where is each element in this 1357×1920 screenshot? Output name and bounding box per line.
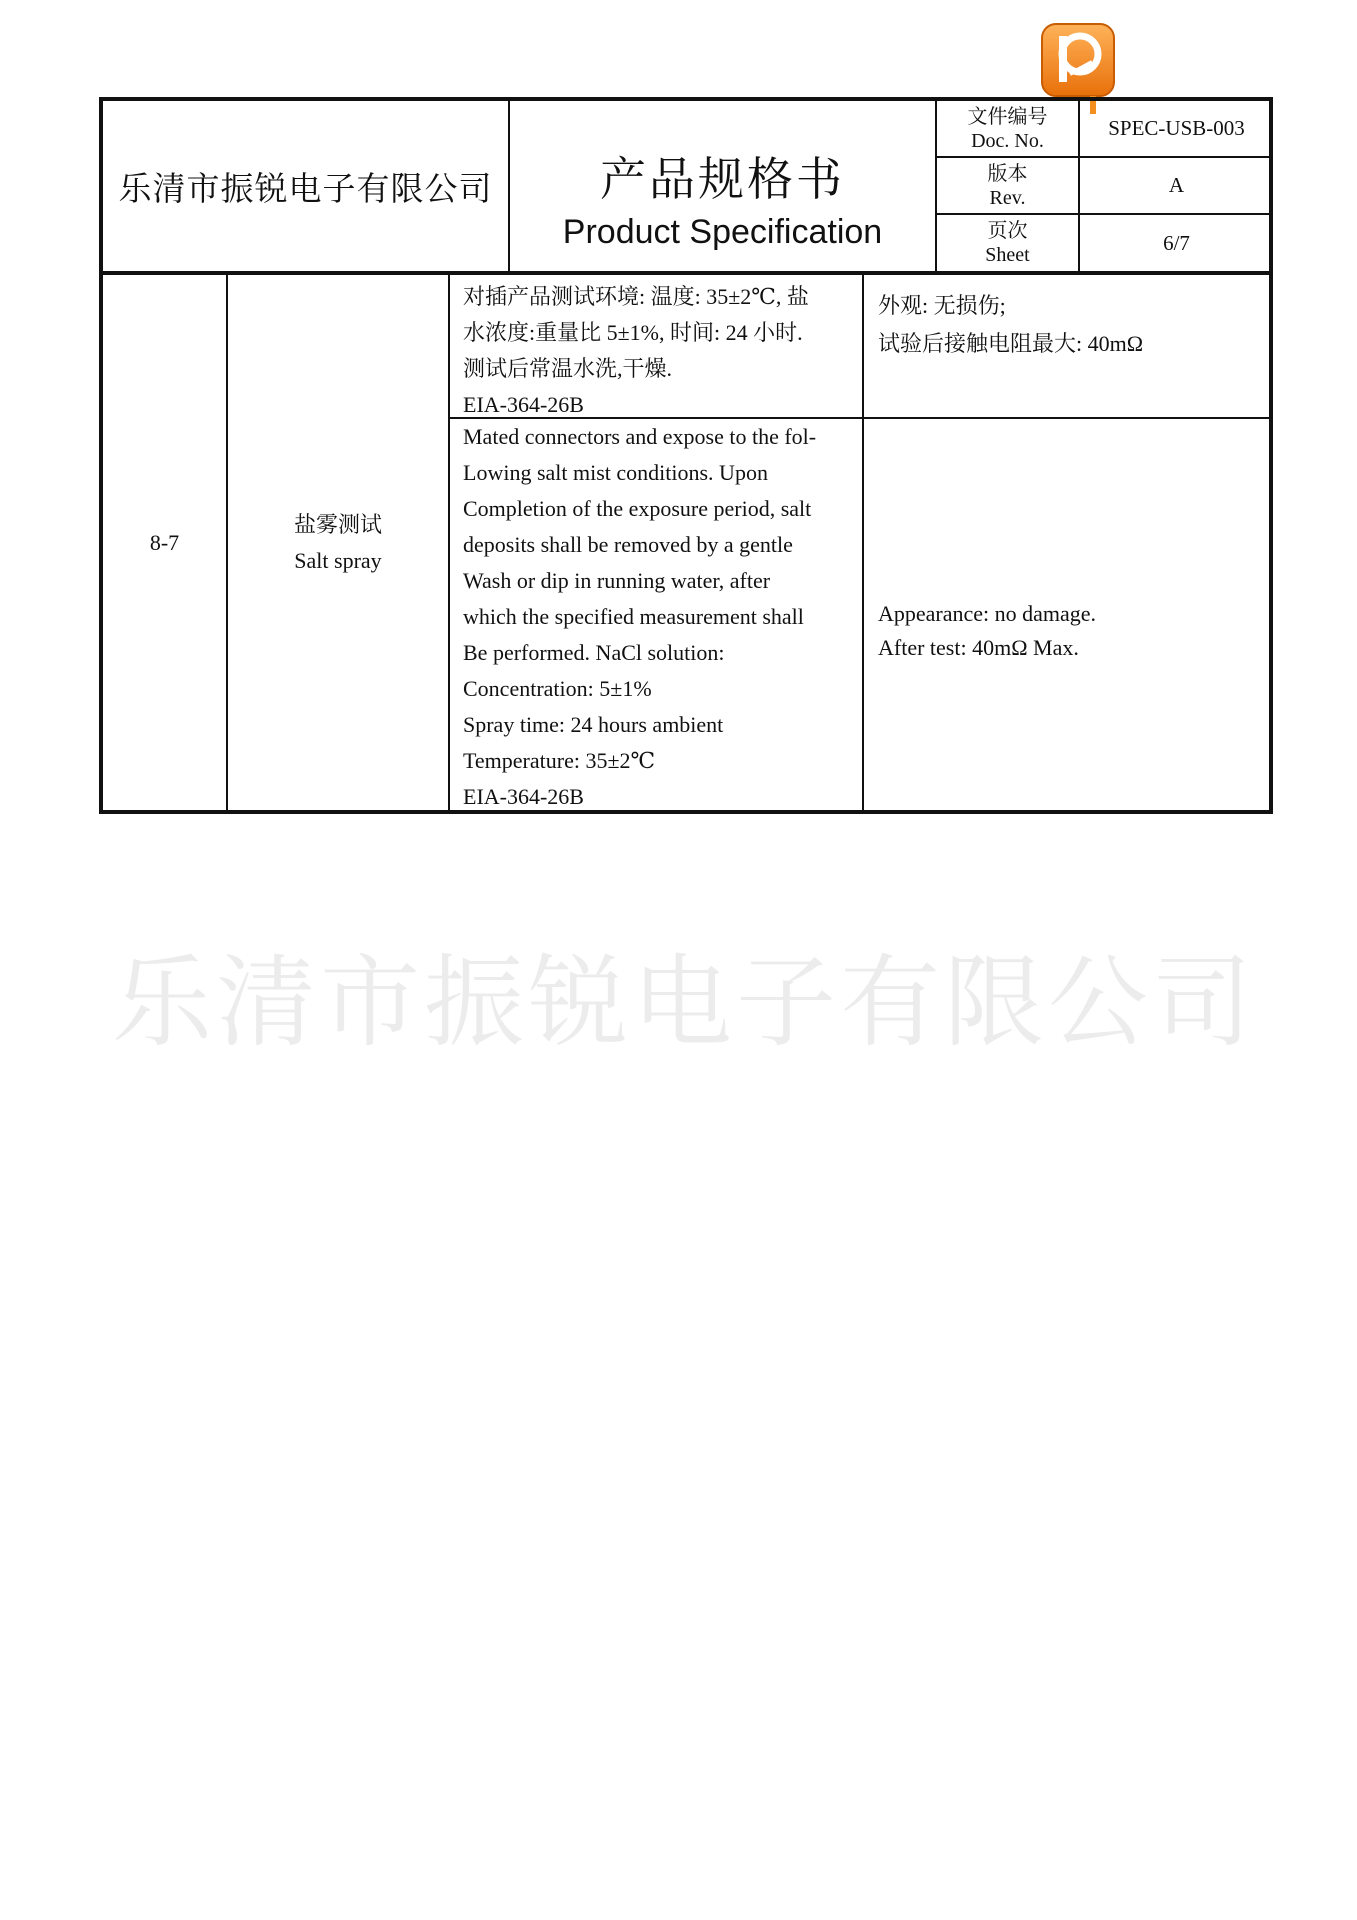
test-name-cn: 盐雾测试 <box>293 511 382 537</box>
sheet-label-en: Sheet <box>985 244 1030 266</box>
condition-en-line: Be performed. NaCl solution: <box>463 640 725 665</box>
rev-row <box>937 158 1273 215</box>
condition-cn <box>450 275 864 419</box>
result-cn-line: 外观: 无损伤; <box>878 293 1006 318</box>
rev-label-cn: 版本 <box>987 162 1028 185</box>
company-watermark: 乐清市振锐电子有限公司 <box>112 944 1256 1061</box>
sheet-value: 6/7 <box>1163 230 1190 255</box>
doc-no-row <box>937 101 1273 158</box>
document-header <box>99 97 1273 275</box>
result-en-line: Appearance: no damage. <box>878 601 1097 626</box>
condition-en-line: deposits shall be removed by a gentle <box>463 532 793 557</box>
doc-no-label-en: Doc. No. <box>971 129 1044 152</box>
condition-cn-line: 测试后常温水洗,干燥. <box>463 356 673 381</box>
condition-en-line: Spray time: 24 hours ambient <box>463 712 724 737</box>
p-logo-icon <box>1040 22 1116 98</box>
title-en: Product Specification <box>562 213 883 251</box>
condition-en <box>450 419 864 810</box>
doc-no-label-cn: 文件编号 <box>967 105 1048 128</box>
doc-no-label <box>937 101 1080 156</box>
condition-en-line: Lowing salt mist conditions. Upon <box>463 460 768 485</box>
result-en <box>864 419 1273 810</box>
item-number: 8-7 <box>103 275 228 810</box>
document-title <box>510 101 937 271</box>
condition-en-line: Mated connectors and expose to the fol- <box>463 424 817 449</box>
rev-label <box>937 158 1080 213</box>
title-cn: 产品规格书 <box>600 154 845 205</box>
result-cn-line: 试验后接触电阻最大: 40mΩ <box>878 331 1144 356</box>
result-cn <box>864 275 1273 419</box>
spec-table <box>99 275 1273 814</box>
rev-label-en: Rev. <box>989 186 1026 209</box>
condition-en-line: Completion of the exposure period, salt <box>463 496 812 521</box>
condition-en-line: EIA-364-26B <box>463 784 584 809</box>
result-en-line: After test: 40mΩ Max. <box>878 635 1079 660</box>
test-name <box>228 275 450 810</box>
sheet-label-cn: 页次 <box>987 220 1028 242</box>
condition-cn-line: EIA-364-26B <box>463 392 584 417</box>
condition-en-line: Wash or dip in running water, after <box>463 568 771 593</box>
sheet-row <box>937 215 1273 271</box>
company-name: 乐清市振锐电子有限公司 <box>103 101 510 271</box>
condition-en-line: Concentration: 5±1% <box>463 676 652 701</box>
condition-cn-line: 水浓度:重量比 5±1%, 时间: 24 小时. <box>463 320 803 345</box>
condition-en-line: Temperature: 35±2℃ <box>463 748 656 773</box>
condition-cn-line: 对插产品测试环境: 温度: 35±2℃, 盐 <box>463 284 809 309</box>
document-meta <box>937 101 1273 271</box>
doc-no-value: SPEC-USB-003 <box>1108 116 1245 140</box>
sheet-label <box>937 215 1080 271</box>
test-name-en: Salt spray <box>294 547 382 573</box>
rev-value: A <box>1168 173 1185 197</box>
condition-en-line: which the specified measurement shall <box>463 604 804 629</box>
